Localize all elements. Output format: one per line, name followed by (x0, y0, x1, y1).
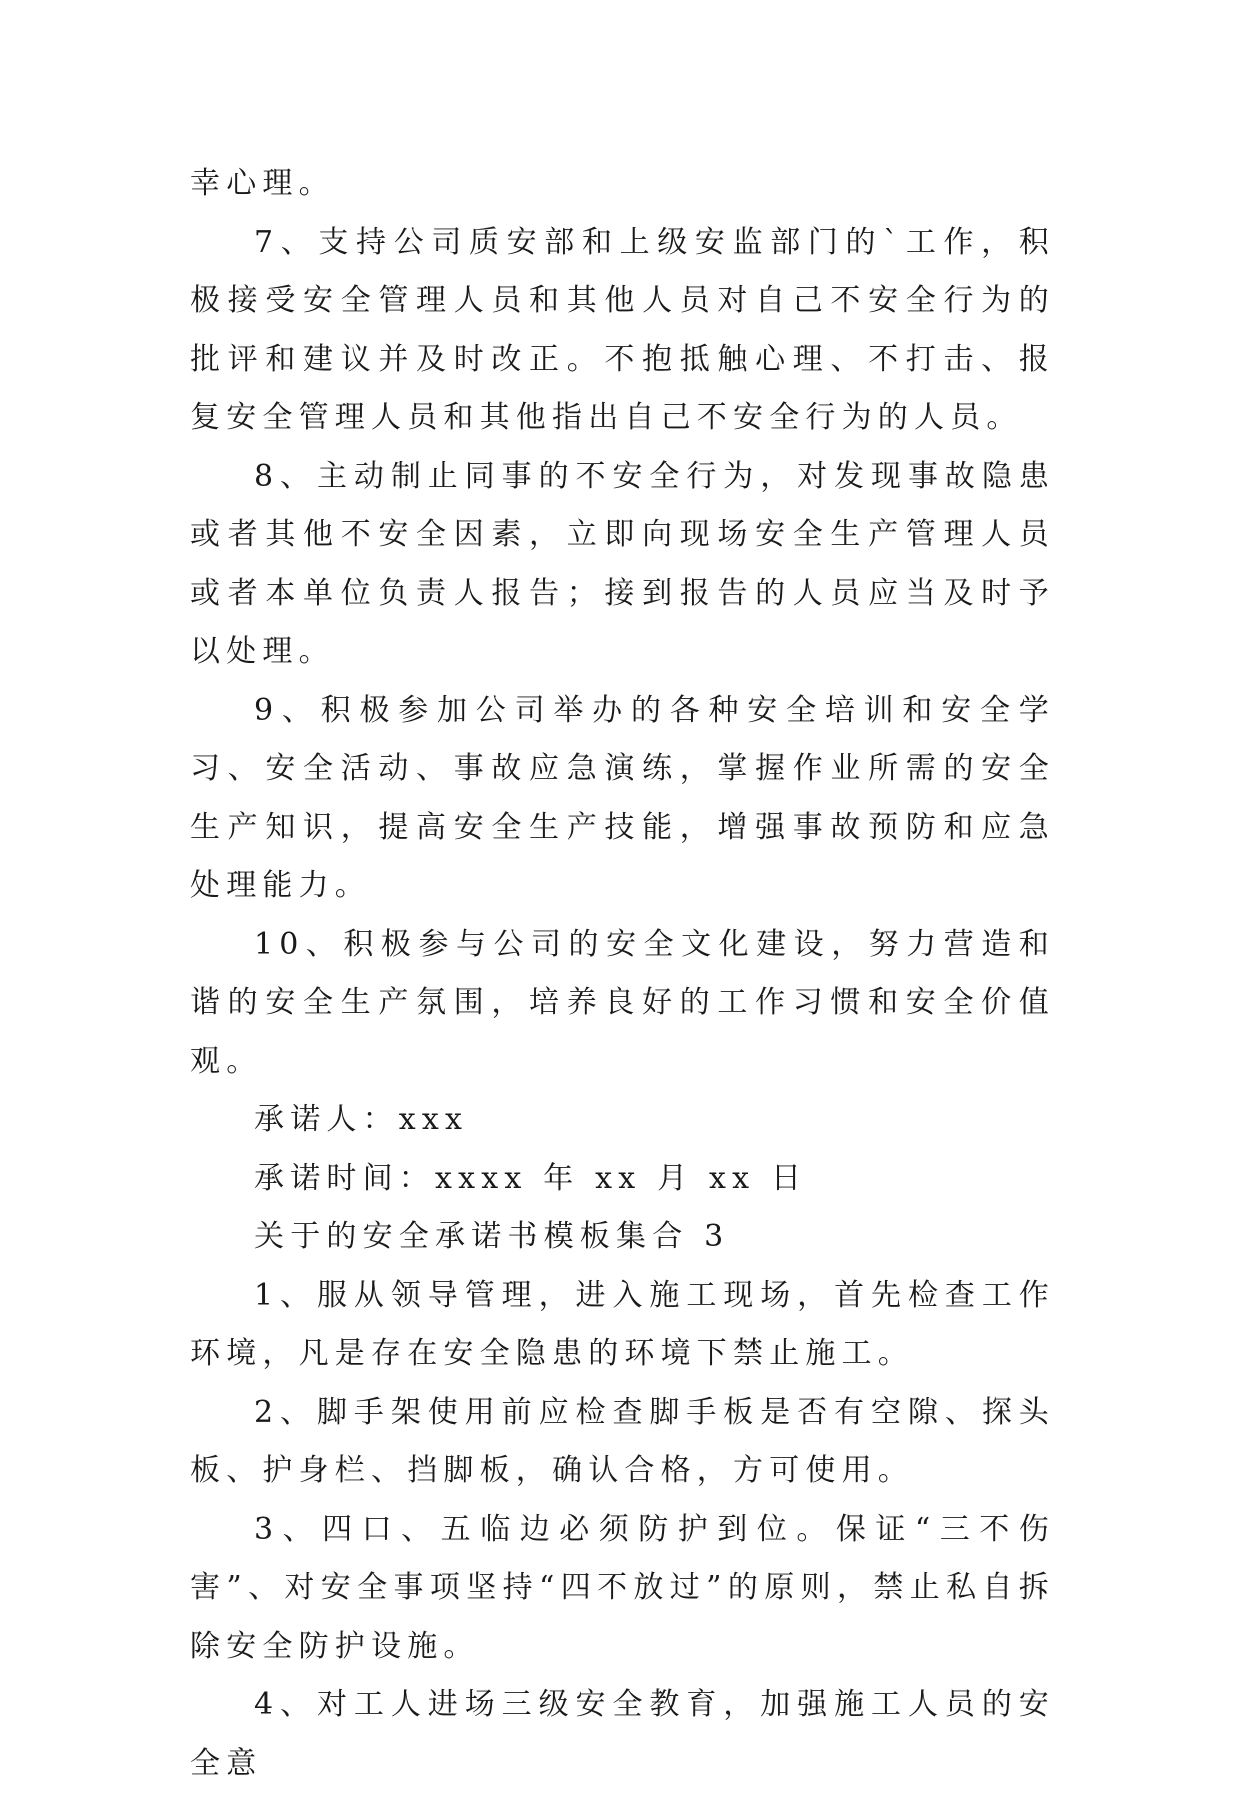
paragraph-item-7: 7、支持公司质安部和上级安监部门的`工作，积极接受安全管理人员和其他人员对自己不安全行为的批评和建议并及时改正。不抱抵触心理、不打击、报复安全管理人员和其他指出自己不安全行为的人员。 (190, 224, 1055, 435)
paragraph-item-3: 3、四口、五临边必须防护到位。保证“三不伤害”、对安全事项坚持“四不放过”的原则，禁止私自拆除安全防护设施。 (190, 1511, 1055, 1664)
paragraph-item-2: 2、脚手架使用前应检查脚手板是否有空隙、探头板、护身栏、挡脚板，确认合格，方可使用。 (190, 1394, 1055, 1488)
section-heading: 关于的安全承诺书模板集合 3 (254, 1219, 730, 1254)
paragraph-continuation: 幸心理。 (190, 166, 335, 201)
document-body (190, 155, 1055, 1793)
paragraph-item-10: 10、积极参与公司的安全文化建设，努力营造和谐的安全生产氛围，培养良好的工作习惯和安全价值观。 (190, 926, 1055, 1079)
promise-date-line: 承诺时间：xxxx 年 xx 月 xx 日 (254, 1160, 808, 1196)
paragraph-item-8: 8、主动制止同事的不安全行为，对发现事故隐患或者其他不安全因素，立即向现场安全生产管理人员或者本单位负责人报告；接到报告的人员应当及时予以处理。 (190, 458, 1055, 669)
paragraph-item-4: 4、对工人进场三级安全教育，加强施工人员的安全意 (190, 1687, 1055, 1781)
paragraph-item-9: 9、积极参加公司举办的各种安全培训和安全学习、安全活动、事故应急演练，掌握作业所需的安全生产知识，提高安全生产技能，增强事故预防和应急处理能力。 (190, 692, 1055, 903)
promisor-line: 承诺人：xxx (254, 1102, 469, 1137)
paragraph-item-1: 1、服从领导管理，进入施工现场，首先检查工作环境，凡是存在安全隐患的环境下禁止施工。 (190, 1277, 1055, 1371)
